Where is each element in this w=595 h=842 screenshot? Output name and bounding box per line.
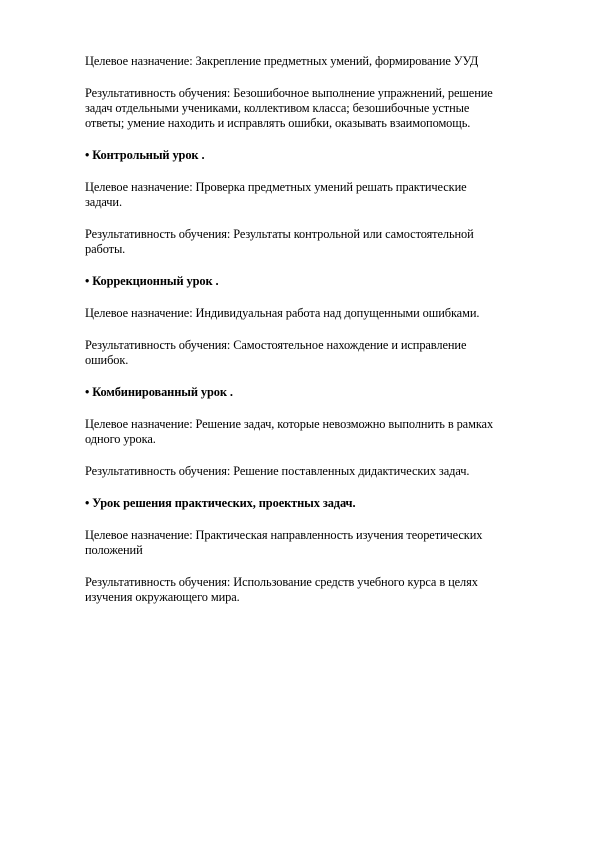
document-page (85, 54, 545, 622)
goal-paragraph (85, 306, 545, 321)
section-heading (85, 274, 545, 289)
text-line: Целевое назначение: Проверка предметных умений решать практические (85, 180, 467, 194)
heading-line: • Контрольный урок . (85, 148, 205, 162)
text-line: Целевое назначение: Решение задач, которые невозможно выполнить в рамках (85, 417, 494, 431)
heading-line: • Коррекционный урок . (85, 274, 219, 288)
result-paragraph (85, 575, 545, 605)
text-line: Целевое назначение: Практическая направленность изучения теоретических (85, 528, 483, 542)
goal-paragraph (85, 528, 545, 558)
goal-paragraph (85, 180, 545, 210)
text-line: Результативность обучения: Использование средств учебного курса в целях (85, 575, 478, 589)
section-heading (85, 148, 545, 163)
text-line: задачи. (85, 195, 122, 209)
text-line: ответы; умение находить и исправлять ошибки, оказывать взаимопомощь. (85, 116, 471, 130)
text-line: Результативность обучения: Безошибочное выполнение упражнений, решение (85, 86, 493, 100)
goal-paragraph (85, 417, 545, 447)
section-heading (85, 496, 545, 511)
heading-line: • Комбинированный урок . (85, 385, 233, 399)
text-line: Результативность обучения: Результаты контрольной или самостоятельной (85, 227, 474, 241)
text-line: изучения окружающего мира. (85, 590, 240, 604)
text-line: одного урока. (85, 432, 156, 446)
text-line: работы. (85, 242, 126, 256)
result-paragraph (85, 338, 545, 368)
text-line: Результативность обучения: Самостоятельное нахождение и исправление (85, 338, 467, 352)
text-line: Целевое назначение: Закрепление предметных умений, формирование УУД (85, 54, 479, 68)
text-line: Результативность обучения: Решение поставленных дидактических задач. (85, 464, 470, 478)
goal-paragraph (85, 54, 545, 69)
text-line: ошибок. (85, 353, 129, 367)
text-line: положений (85, 543, 143, 557)
result-paragraph (85, 227, 545, 257)
heading-line: • Урок решения практических, проектных задач. (85, 496, 356, 510)
section-heading (85, 385, 545, 400)
result-paragraph (85, 464, 545, 479)
text-line: Целевое назначение: Индивидуальная работа над допущенными ошибками. (85, 306, 480, 320)
text-line: задач отдельными учениками, коллективом класса; безошибочные устные (85, 101, 470, 115)
result-paragraph (85, 86, 545, 131)
